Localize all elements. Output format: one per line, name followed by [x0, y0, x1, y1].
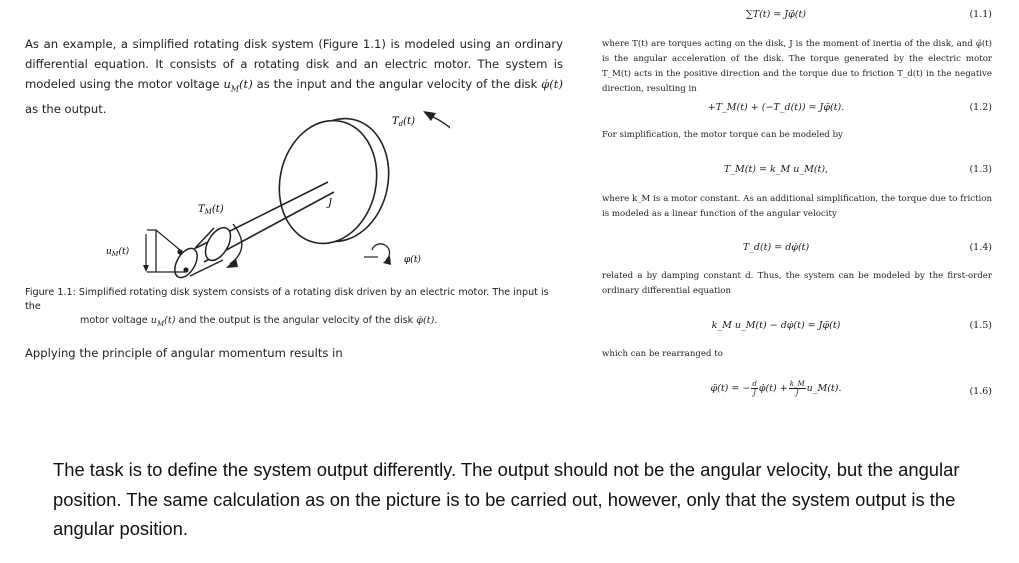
rotating-disk-figure	[90, 100, 450, 282]
equation-1-2: +T_M(t) + (−T_d(t)) = Jφ̈(t). (1.2)	[707, 102, 992, 113]
label-uM: $u_M(t)$	[106, 247, 130, 258]
applying-text: Applying the principle of angular momentum results in	[25, 346, 343, 360]
equation-1-3: T_M(t) = k_M u_M(t), (1.3)	[723, 164, 992, 175]
paragraph-3: where k_M is a motor constant. As an additional simplification, the torque due to friction is modeled as a linear function of the angular velocity	[602, 194, 992, 219]
equation-1-1: ∑T(t) = Jφ̈(t) (1.1)	[745, 9, 992, 20]
equation-1-5: k_M u_M(t) − dφ̇(t) = Jφ̈(t) (1.5)	[711, 320, 992, 331]
equation-1-6: φ̈(t) = − $\frac{d}{J}$ φ̇(t) + $\frac{k\_M}{J}$ u_M(t). (1.6)	[710, 380, 992, 397]
paragraph-5: which can be rearranged to	[602, 349, 723, 359]
label-Td: $T_d(t)$	[392, 116, 415, 128]
intro-paragraph: As an example, a simplified rotating disk system (Figure 1.1) is modeled using an ordinary differential equation. It consists of a rotating disk and an electric motor. The system is modeled using the motor voltage $u_M(t)$ as the input and the angular velocity of the disk φ̇(t) as the output.	[25, 37, 563, 117]
label-phi: φ(t)	[404, 255, 421, 265]
label-TM: $T_M(t)$	[198, 204, 224, 216]
paragraph-2: For simplification, the motor torque can be modeled by	[602, 130, 843, 140]
paragraph-4: related a by damping constant d. Thus, the system can be modeled by the first-order ordinary differential equation	[602, 271, 992, 296]
equation-1-4: T_d(t) = dφ̇(t) (1.4)	[742, 242, 992, 253]
paragraph-1: where T(t) are torques acting on the disk, J is the moment of inertia of the disk, and φ̈(t) is the angular acceleration of the disk. The torque generated by the electric motor T_M(t) acts in the positive direction and the torque due to friction T_d(t) in the negative direction, resulting in	[602, 39, 992, 94]
label-J: J	[328, 198, 333, 209]
friction-torque-arrow	[427, 114, 450, 228]
task-description: The task is to define the system output differently. The output should not be the angular velocity, but the angular position. The same calculation as on the picture is to be carried out, however, only that the system output is the angular position.	[53, 459, 960, 539]
figure-caption: Figure 1.1: Simplified rotating disk system consists of a rotating disk driven by an electric motor. The input is the motor voltage $u_M(t)$ and the output is the angular velocity of the disk φ̇(t).	[25, 287, 549, 328]
